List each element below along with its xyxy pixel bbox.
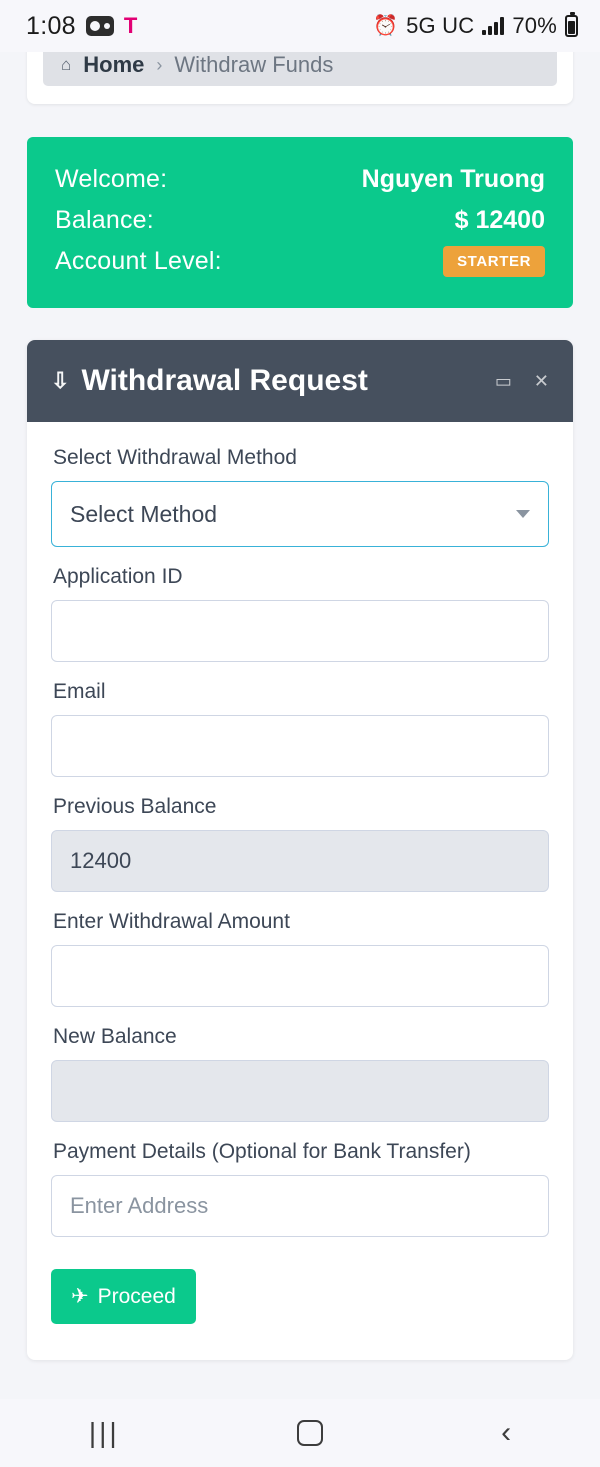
new-balance-label: New Balance bbox=[53, 1025, 177, 1048]
amount-label: Enter Withdrawal Amount bbox=[53, 910, 290, 933]
page-title: Withdrawal Request bbox=[81, 364, 368, 397]
status-bar bbox=[0, 0, 600, 52]
balance-label: Balance: bbox=[55, 206, 154, 234]
withdrawal-form bbox=[27, 422, 573, 1360]
field-new-balance bbox=[51, 1025, 549, 1122]
battery-percent: 70% bbox=[512, 13, 557, 38]
field-method bbox=[51, 446, 549, 547]
home-button-icon[interactable] bbox=[297, 1420, 323, 1446]
status-bar-left bbox=[26, 12, 137, 41]
breadcrumb-current: Withdraw Funds bbox=[174, 52, 334, 77]
payment-details-input[interactable] bbox=[51, 1175, 549, 1237]
withdrawal-card-header bbox=[27, 340, 573, 422]
carrier-logo-icon: T bbox=[123, 13, 138, 38]
welcome-row-level bbox=[55, 241, 545, 282]
field-email bbox=[51, 680, 549, 777]
application-id-input[interactable] bbox=[51, 600, 549, 662]
battery-icon bbox=[565, 15, 578, 37]
withdrawal-method-select[interactable] bbox=[51, 481, 549, 547]
proceed-button-label: Proceed bbox=[97, 1284, 176, 1308]
withdrawal-request-card bbox=[27, 340, 573, 1360]
minimize-icon[interactable]: ▭ bbox=[494, 370, 512, 391]
account-level-label: Account Level: bbox=[55, 247, 222, 275]
withdrawal-method-value: Select Method bbox=[70, 500, 218, 527]
signal-bars-icon bbox=[482, 17, 504, 35]
camera-icon bbox=[86, 16, 114, 36]
field-amount bbox=[51, 910, 549, 1007]
back-icon[interactable]: ‹ bbox=[501, 1416, 512, 1449]
proceed-button[interactable] bbox=[51, 1269, 196, 1324]
previous-balance-input bbox=[51, 830, 549, 892]
field-application-id bbox=[51, 565, 549, 662]
payment-details-label: Payment Details (Optional for Bank Transfer) bbox=[53, 1140, 471, 1163]
home-icon: ⌂ bbox=[61, 55, 72, 74]
email-field[interactable] bbox=[51, 715, 549, 777]
method-label: Select Withdrawal Method bbox=[53, 446, 297, 469]
android-nav-bar bbox=[0, 1399, 600, 1467]
balance-value: $ 12400 bbox=[454, 206, 545, 234]
application-id-label: Application ID bbox=[53, 565, 183, 588]
withdrawal-amount-input[interactable] bbox=[51, 945, 549, 1007]
breadcrumb-card bbox=[27, 52, 573, 104]
status-badge: STARTER bbox=[443, 246, 545, 277]
previous-balance-label: Previous Balance bbox=[53, 795, 217, 818]
field-previous-balance bbox=[51, 795, 549, 892]
status-time: 1:08 bbox=[26, 11, 76, 40]
withdrawal-card-actions bbox=[495, 371, 549, 392]
new-balance-input bbox=[51, 1060, 549, 1122]
welcome-user-name: Nguyen Truong bbox=[361, 165, 545, 193]
breadcrumb-link-home[interactable]: Home bbox=[83, 52, 145, 77]
withdraw-icon: ⇩ bbox=[51, 368, 70, 393]
welcome-row-balance bbox=[55, 200, 545, 241]
welcome-row-user bbox=[55, 159, 545, 200]
close-icon[interactable]: ✕ bbox=[533, 370, 549, 391]
status-bar-right bbox=[373, 13, 578, 39]
welcome-label: Welcome: bbox=[55, 165, 168, 193]
welcome-panel bbox=[27, 137, 573, 308]
field-payment-details bbox=[51, 1140, 549, 1237]
network-label: 5G UC bbox=[406, 13, 475, 38]
chevron-down-icon bbox=[516, 510, 530, 518]
breadcrumb bbox=[43, 52, 557, 86]
page-content bbox=[0, 52, 600, 1399]
recents-icon[interactable]: ||| bbox=[88, 1417, 120, 1448]
alarm-icon: ⏰ bbox=[373, 15, 399, 37]
breadcrumb-separator: › bbox=[156, 54, 163, 75]
email-label: Email bbox=[53, 680, 106, 703]
send-icon: ✈ bbox=[71, 1285, 89, 1308]
withdrawal-title-group bbox=[51, 364, 368, 398]
